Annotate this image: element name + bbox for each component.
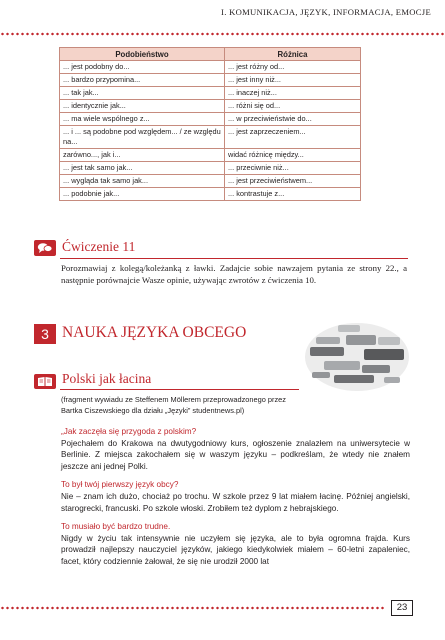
table-cell: ... wygląda tak samo jak... [60,175,225,188]
table-cell: ... tak jak... [60,87,225,100]
interview-answer: Nie – znam ich dużo, chociaż po trochu. W szkole przez 9 lat miałem łacinę. Później angielski, starogrecki, francuski. Po szkole włoski. Zrobiłem też dyplom z hebrajskiego. [61,491,410,513]
table-row [60,74,361,87]
table-cell: ... ma wiele wspólnego z... [60,113,225,126]
table-row [60,113,361,126]
table-cell: ... różni się od... [225,100,361,113]
table-row [60,162,361,175]
table-row [60,61,361,74]
interview-answer: Pojechałem do Krakowa na dwutygodniowy kurs, ogłoszenie znalazłem na uniwersytecie w Berlinie. Z miejsca zakochałem się w waszym języku – podkreślam, że wtedy nie znałem jeszcze ani jednej Polki. [61,438,410,471]
section-title: NAUKA JĘZYKA OBCEGO [62,324,247,341]
table-cell: ... jest inny niż... [225,74,361,87]
interview-question: To był twój pierwszy język obcy? [61,480,179,490]
table-row [60,175,361,188]
table-cell: ... inaczej niż... [225,87,361,100]
subsection-divider [60,389,299,390]
table-cell: ... jest tak samo jak... [60,162,225,175]
word-cloud-icon [304,317,410,397]
comparison-table [59,47,361,201]
table-cell: ... przeciwnie niż... [225,162,361,175]
table-cell: zarówno..., jak i... [60,149,225,162]
table-cell: ... jest różny od... [225,61,361,74]
section-number: 3 [34,324,56,344]
page-number: 23 [391,600,413,616]
table-cell: ... i ... są podobne pod względem... / ze względu na... [60,126,225,149]
subsection-title: Polski jak łacina [62,371,152,386]
interview-answer: Nigdy w życiu tak intensywnie nie uczyłem się języka, ale to była ogromna frajda. Kurs prowadził najlepszy nauczyciel języków, jakiego kiedykolwiek miałem – 60-letni zapaleniec, facet, który codziennie żałował, że się nie urodził 2000 lat [61,533,410,566]
table-row [60,126,361,149]
table-cell: ... jest zaprzeczeniem... [225,126,361,149]
table-row [60,100,361,113]
table-header-row [60,48,361,61]
table-cell: ... w przeciwieństwie do... [225,113,361,126]
top-dotted-rule [0,32,445,36]
interview-question: „Jak zaczęła się przygoda z polskim? [61,427,197,436]
exercise-instructions: Porozmawiaj z kolegą/koleżanką z ławki. Zadajcie sobie nawzajem pytania ze strony 22., a następnie porównajcie Wasze opinie, używając zwrotów z ćwiczenia 10. [61,263,407,286]
source-note: (fragment wywiadu ze Steffenem Möllerem przeprowadzonego przez Bartka Ciszewskiego dla działu „Języki” studentnews.pl) [61,395,286,415]
running-header: I. KOMUNIKACJA, JĘZYK, INFORMACJA, EMOCJE [221,7,431,17]
interview-text [61,426,410,568]
speech-bubbles-icon [34,240,56,256]
table-cell: ... identycznie jak... [60,100,225,113]
table-cell: ... podobnie jak... [60,188,225,201]
table-row [60,87,361,100]
book-icon [34,374,56,389]
table-cell: ... kontrastuje z... [225,188,361,201]
bottom-dotted-rule [0,606,386,610]
table-cell: ... jest przeciwieństwem... [225,175,361,188]
exercise-title: Ćwiczenie 11 [62,239,136,254]
table-row [60,188,361,201]
exercise-divider [60,258,408,259]
table-cell: widać różnicę między... [225,149,361,162]
interview-question: To musiało być bardzo trudne. [61,522,171,532]
table-header-similarity: Podobieństwo [60,48,225,61]
table-cell: ... bardzo przypomina... [60,74,225,87]
table-row [60,149,361,162]
table-header-difference: Różnica [225,48,361,61]
table-cell: ... jest podobny do... [60,61,225,74]
